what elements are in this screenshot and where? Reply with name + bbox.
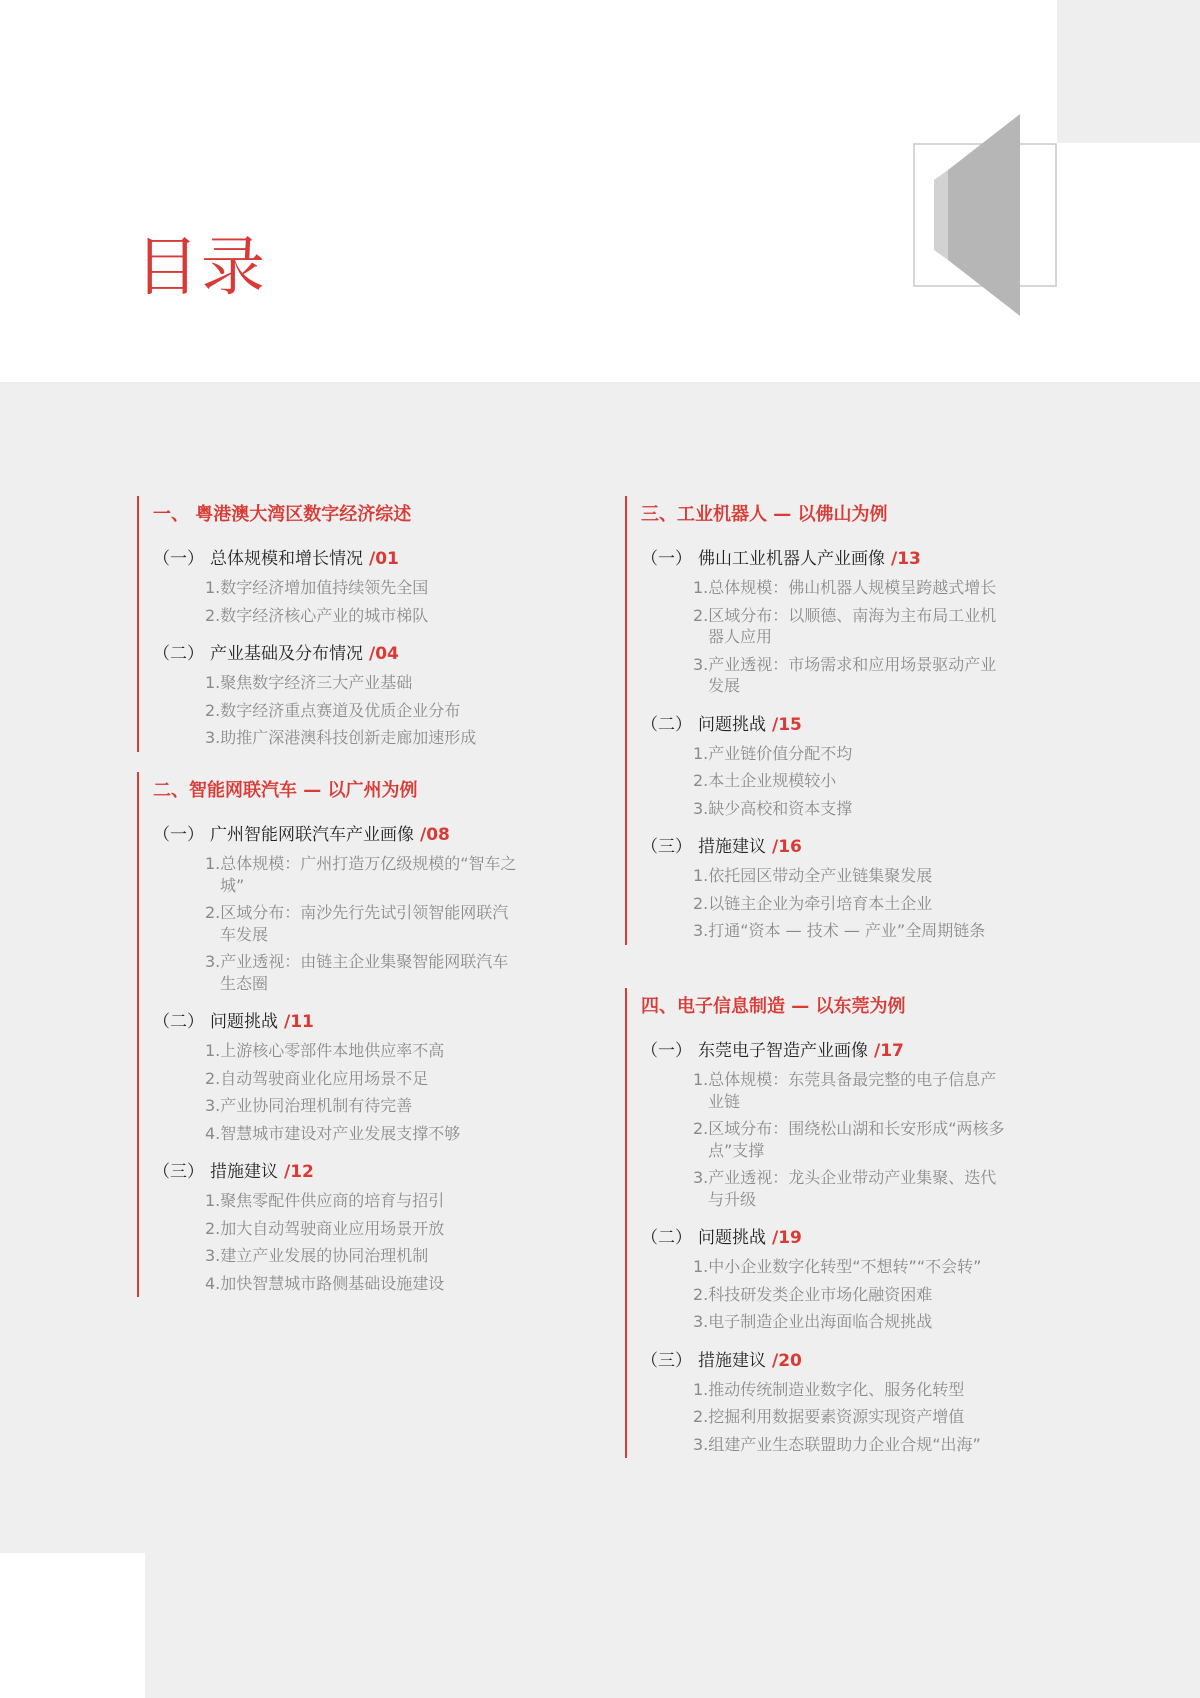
page-number: /11: [284, 1012, 314, 1032]
subsection-label: 措施建议: [210, 1162, 278, 1182]
corner-decoration: [1057, 0, 1200, 143]
toc-item[interactable]: 1.上游核心零部件本地供应率不高: [205, 1041, 445, 1060]
subsection-number: （三）: [641, 1350, 692, 1371]
toc-section: [137, 496, 520, 752]
toc-section: [625, 988, 1008, 1458]
section-title[interactable]: 二、智能网联汽车 — 以广州为例: [153, 780, 418, 801]
toc-item[interactable]: 3.产业透视：由链主企业集聚智能网联汽车生态圈: [205, 952, 509, 993]
subsection-title[interactable]: [641, 1036, 1008, 1066]
subsection-number: （一）: [641, 1041, 692, 1061]
subsection-number: （三）: [153, 1162, 204, 1182]
subsection-label: 佛山工业机器人产业画像: [698, 549, 885, 569]
toc-item[interactable]: 3.助推广深港澳科技创新走廊加速形成: [205, 728, 477, 747]
subsection-title[interactable]: [641, 1346, 1008, 1376]
subsection-label: 总体规模和增长情况: [210, 549, 363, 569]
toc-item[interactable]: 2.以链主企业为牵引培育本土企业: [693, 893, 933, 913]
toc-item[interactable]: 1.聚焦数字经济三大产业基础: [205, 673, 413, 692]
subsection-number: （二）: [153, 1012, 204, 1032]
toc-item[interactable]: 2.本土企业规模较小: [693, 771, 837, 790]
subsection-label: 产业基础及分布情况: [210, 644, 363, 664]
toc-item[interactable]: 3.缺少高校和资本支撑: [693, 798, 853, 818]
page-number: /12: [284, 1162, 314, 1182]
toc-item[interactable]: 1.中小企业数字化转型“不想转”“不会转”: [693, 1257, 982, 1276]
toc-subsection: [641, 544, 1008, 700]
subsection-number: （二）: [641, 1228, 692, 1248]
corner-decoration-bottom: [0, 1553, 145, 1698]
toc-item[interactable]: 3.产业透视：龙头企业带动产业集聚、迭代与升级: [693, 1168, 997, 1209]
page-number: /19: [772, 1228, 802, 1248]
toc-item[interactable]: 3.打通“资本 — 技术 — 产业”全周期链条: [693, 921, 986, 940]
section-title[interactable]: 四、电子信息制造 — 以东莞为例: [641, 996, 906, 1017]
toc-subsection: [153, 1007, 520, 1147]
toc-item[interactable]: 2.区域分布：以顺德、南海为主布局工业机器人应用: [693, 605, 997, 646]
toc-section: [625, 496, 1008, 945]
toc-item[interactable]: 3.电子制造企业出海面临合规挑战: [693, 1312, 933, 1331]
subsection-title[interactable]: [153, 639, 520, 669]
toc-item[interactable]: 1.推动传统制造业数字化、服务化转型: [693, 1379, 965, 1399]
toc-item[interactable]: 3.建立产业发展的协同治理机制: [205, 1246, 429, 1265]
toc-subsection: [153, 820, 520, 997]
page-number: /17: [874, 1041, 904, 1061]
toc-item[interactable]: 1.聚焦零配件供应商的培育与招引: [205, 1191, 445, 1210]
toc-section: [137, 772, 520, 1297]
subsection-number: （一）: [153, 549, 204, 569]
subsection-label: 广州智能网联汽车产业画像: [210, 825, 414, 845]
toc-subsection: [641, 1223, 1008, 1336]
page-number: /04: [369, 644, 399, 664]
toc-item[interactable]: 1.数字经济增加值持续领先全国: [205, 578, 429, 597]
toc-item[interactable]: 1.总体规模：东莞具备最完整的电子信息产业链: [693, 1070, 997, 1111]
toc-item[interactable]: 3.组建产业生态联盟助力企业合规“出海”: [693, 1434, 981, 1454]
subsection-number: （三）: [641, 837, 692, 857]
subsection-title[interactable]: [641, 710, 1008, 740]
subsection-label: 问题挑战: [698, 1228, 766, 1248]
toc-item[interactable]: 4.智慧城市建设对产业发展支撑不够: [205, 1123, 461, 1143]
toc-item[interactable]: 2.区域分布：南沙先行先试引领智能网联汽车发展: [205, 903, 509, 944]
page-number: /20: [772, 1350, 802, 1371]
toc-subsection: [641, 1036, 1008, 1213]
toc-item[interactable]: 1.总体规模：佛山机器人规模呈跨越式增长: [693, 578, 997, 597]
toc-item[interactable]: 2.区域分布：围绕松山湖和长安形成“两核多点”支撑: [693, 1119, 1005, 1160]
toc-item[interactable]: 2.加大自动驾驶商业应用场景开放: [205, 1218, 445, 1238]
toc-subsection: [641, 710, 1008, 823]
subsection-title[interactable]: [641, 544, 1008, 574]
subsection-title[interactable]: [153, 1157, 520, 1187]
toc-subsection: [153, 1157, 520, 1297]
section-title[interactable]: 一、 粤港澳大湾区数字经济综述: [153, 504, 412, 525]
subsection-number: （一）: [641, 549, 692, 569]
subsection-title[interactable]: [641, 832, 1008, 862]
subsection-label: 问题挑战: [210, 1012, 278, 1032]
subsection-title[interactable]: [153, 820, 520, 850]
bookmark-decoration-icon: [910, 110, 1060, 320]
toc-item[interactable]: 2.数字经济重点赛道及优质企业分布: [205, 700, 461, 720]
page-title: 目录: [135, 231, 267, 305]
toc-item[interactable]: 4.加快智慧城市路侧基础设施建设: [205, 1273, 445, 1293]
toc-subsection: [153, 639, 520, 752]
subsection-number: （二）: [153, 644, 204, 664]
toc-subsection: [641, 1346, 1008, 1459]
page-number: /01: [369, 549, 399, 569]
page-number: /13: [891, 549, 921, 569]
subsection-number: （一）: [153, 825, 204, 845]
page-number: /16: [772, 837, 802, 857]
toc-item[interactable]: 1.产业链价值分配不均: [693, 743, 853, 763]
subsection-number: （二）: [641, 714, 692, 735]
subsection-title[interactable]: [153, 544, 520, 574]
subsection-label: 问题挑战: [698, 714, 766, 735]
toc-item[interactable]: 2.自动驾驶商业化应用场景不足: [205, 1068, 429, 1088]
subsection-label: 措施建议: [698, 1350, 766, 1371]
subsection-label: 东莞电子智造产业画像: [698, 1041, 868, 1061]
toc-subsection: [153, 544, 520, 629]
subsection-title[interactable]: [641, 1223, 1008, 1253]
subsection-label: 措施建议: [698, 837, 766, 857]
toc-item[interactable]: 1.总体规模：广州打造万亿级规模的“智车之城”: [205, 854, 517, 895]
section-title[interactable]: 三、工业机器人 — 以佛山为例: [641, 504, 888, 525]
page-number: /08: [420, 825, 450, 845]
page-number: /15: [772, 714, 802, 735]
toc-item[interactable]: 3.产业协同治理机制有待完善: [205, 1096, 413, 1115]
toc-item[interactable]: 2.挖掘利用数据要素资源实现资产增值: [693, 1407, 965, 1426]
subsection-title[interactable]: [153, 1007, 520, 1037]
toc-item[interactable]: 2.科技研发类企业市场化融资困难: [693, 1284, 933, 1304]
toc-item[interactable]: 3.产业透视：市场需求和应用场景驱动产业发展: [693, 654, 997, 695]
toc-item[interactable]: 1.依托园区带动全产业链集聚发展: [693, 866, 933, 885]
toc-subsection: [641, 832, 1008, 945]
toc-item[interactable]: 2.数字经济核心产业的城市梯队: [205, 605, 429, 625]
